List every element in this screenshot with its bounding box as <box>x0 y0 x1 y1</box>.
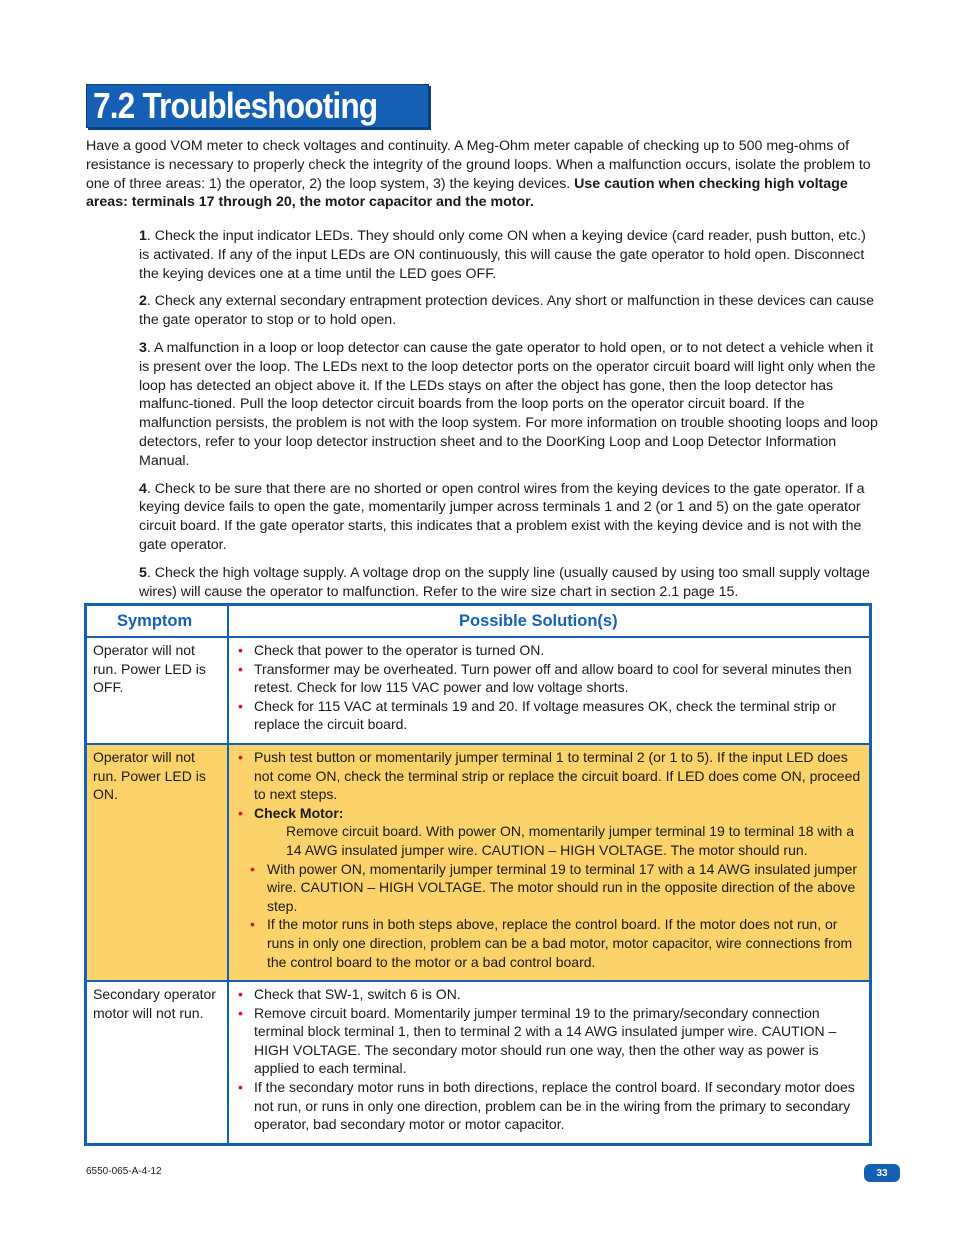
table-row-highlighted <box>86 744 871 981</box>
document-code: 6550-065-A-4-12 <box>86 1166 162 1177</box>
step-text: . Check to be sure that there are no shorted or open control wires from the keying devices to the gate operator. If a keying device fails to open the gate, momentarily jumper across terminals 1 and 2 (or 1 and 5) on the gate operator circuit board. If the gate operator starts, this indicates that a problem exist with the keying device and is not with the gate operator. <box>139 480 865 553</box>
check-motor-text: Remove circuit board. With power ON, momentarily jumper terminal 19 to terminal 18 with a 14 AWG insulated jumper wire. CAUTION – HIGH VOLTAGE. The motor should run. <box>286 823 854 858</box>
symptom-cell: Secondary operator motor will not run. <box>86 981 229 1144</box>
step-text: . Check the high voltage supply. A voltage drop on the supply line (usually caused by using too small supply voltage wires) will cause the operator to malfunction. Refer to the wire size chart in section 2.1 page 15. <box>139 564 870 600</box>
section-title-banner <box>86 84 429 128</box>
step-number: 5 <box>139 564 147 581</box>
symptom-cell: Operator will not run. Power LED is ON. <box>86 744 229 981</box>
solution-item: • Check that power to the operator is turned ON. <box>235 641 863 660</box>
step-number: 2 <box>139 293 147 310</box>
step-number: 4 <box>139 480 147 497</box>
intro-paragraph <box>86 137 876 212</box>
step-item <box>139 227 879 283</box>
solution-sublist <box>235 860 863 972</box>
step-text: . Check any external secondary entrapment protection devices. Any short or malfunction in these devices can cause the gate operator to stop or to hold open. <box>139 293 874 329</box>
page-number-badge: 33 <box>864 1164 900 1182</box>
step-item <box>139 292 879 330</box>
solution-item: • If the secondary motor runs in both directions, replace the control board. If secondary motor does not run, or runs in only one direction, problem can be in the wiring from the primary to secondary operator, bad secondary motor or motor capacitor. <box>235 1078 863 1134</box>
step-number: 1 <box>139 228 147 244</box>
solution-item: • Check for 115 VAC at terminals 19 and 20. If voltage measures OK, check the terminal strip or replace the circuit board. <box>235 697 863 734</box>
page-title: 7.2 Troubleshooting <box>93 85 378 126</box>
table-row <box>86 637 871 744</box>
solution-item: • Push test button or momentarily jumper terminal 1 to terminal 2 (or 1 to 5). If the input LED does not come ON, check the terminal strip or replace the circuit board. If LED does come ON, proceed to next steps. <box>235 748 863 804</box>
step-item <box>139 480 879 555</box>
step-number: 3 <box>139 339 147 356</box>
table-header-row <box>86 605 871 638</box>
symptom-cell: Operator will not run. Power LED is OFF. <box>86 637 229 744</box>
solution-item: • Transformer may be overheated. Turn power off and allow board to cool for several minutes then retest. Check for low 115 VAC power and low voltage shorts. <box>235 660 863 697</box>
step-item <box>139 339 879 471</box>
solution-item-check-motor <box>235 804 863 860</box>
step-item <box>139 564 879 602</box>
solution-subitem: • With power ON, momentarily jumper terminal 19 to terminal 17 with a 14 AWG insulated jumper wire. CAUTION – HIGH VOLTAGE. The motor should run in the opposite direction of the above step. <box>267 860 863 916</box>
solution-cell <box>228 981 871 1144</box>
solution-list <box>235 641 863 734</box>
step-text: . A malfunction in a loop or loop detector can cause the gate operator to hold open, or to not detect a vehicle when it is present over the loop. The LEDs next to the loop detector ports on the operator circuit board will light only when the loop has detected an object above it. If the LEDs stays on after the object has gone, then the loop detector has malfunc-tioned. Pull the loop detector circuit boards from the loop ports on the operator circuit board. If the malfunction persists, the problem is not with the loop system. For more information on trouble shooting loops and loop detectors, refer to your loop detector instruction sheet and to the DoorKing Loop and Loop Detector Information Manual. <box>139 339 878 469</box>
symptom-header: Symptom <box>86 605 229 638</box>
check-motor-label: Check Motor: <box>254 804 344 821</box>
solution-cell <box>228 637 871 744</box>
solution-header: Possible Solution(s) <box>228 605 871 638</box>
table-row <box>86 981 871 1144</box>
steps-list <box>139 227 879 610</box>
step-text: . Check the input indicator LEDs. They should only come ON when a keying device (card reader, push button, etc.) is activated. If any of the input LEDs are ON continuously, this will cause the gate operator to hold open. Disconnect the keying devices one at a time until the LED goes OFF. <box>139 228 866 282</box>
solution-subitem: • If the motor runs in both steps above, replace the control board. If the motor does not run, or runs in only one direction, problem can be a bad motor, motor capacitor, wire connections from the control board to the motor or a bad control board. <box>267 915 863 971</box>
troubleshooting-table <box>84 603 872 1146</box>
solution-list <box>235 985 863 1134</box>
solution-list <box>235 748 863 860</box>
solution-item: • Remove circuit board. Momentarily jumper terminal 19 to the primary/secondary connection terminal block terminal 1, then to terminal 2 with a 14 AWG insulated jumper wire. CAUTION – HIGH VOLTAGE. The secondary motor should run one way, then the other way as power is applied to each terminal. <box>235 1004 863 1078</box>
solution-cell <box>228 744 871 981</box>
intro-text: Have a good VOM meter to check voltages and continuity. A Meg-Ohm meter capable of checking up to 500 meg-ohms of resistance is necessary to properly check the integrity of the ground loops. When a malfunction occurs, isolate the problem to one of three areas: 1) the operator, 2) the loop system, 3) the keying devices. <box>86 138 871 192</box>
intro-caution: Use caution when checking high voltage areas: terminals 17 through 20, the motor capacitor and the motor. <box>86 175 848 211</box>
solution-item: • Check that SW-1, switch 6 is ON. <box>235 985 863 1004</box>
